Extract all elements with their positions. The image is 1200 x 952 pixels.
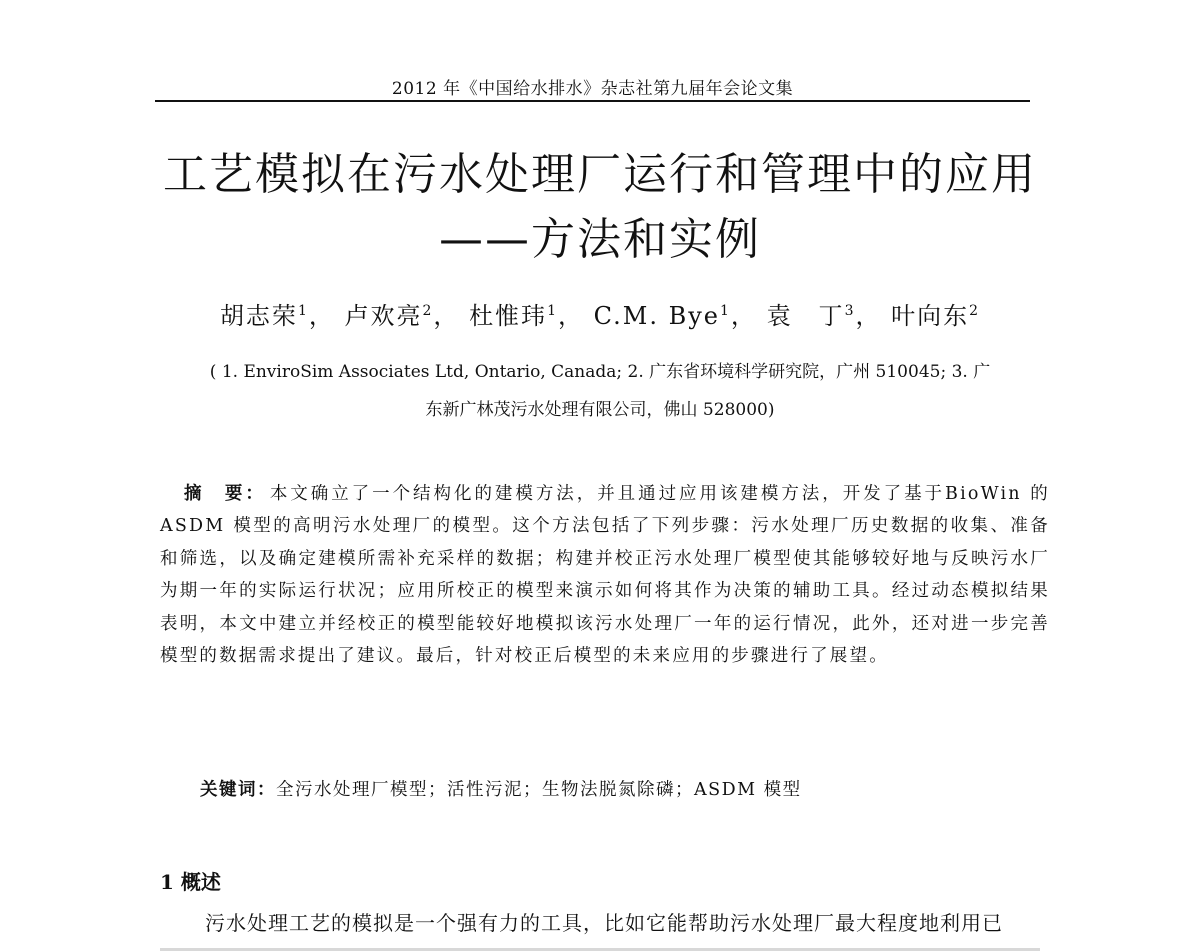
author-name: 杜惟玮 bbox=[469, 302, 548, 330]
abstract bbox=[160, 478, 1050, 672]
affiliation-line1: ( 1. EnviroSim Associates Ltd, Ontario, Canada; 2. 广东省环境科学研究院，广州 510045; 3. 广 bbox=[209, 362, 991, 382]
author-separator: ， bbox=[433, 302, 460, 330]
author-name: C.M. Bye bbox=[593, 302, 720, 330]
author-name: 叶向东 bbox=[891, 302, 970, 330]
abstract-label: 摘 要： bbox=[184, 484, 266, 504]
author-name: 袁 丁 bbox=[766, 302, 845, 330]
author-separator: ， bbox=[855, 302, 882, 330]
author-affiliation-mark: 1 bbox=[297, 303, 309, 319]
author-affiliation-mark: 1 bbox=[720, 303, 731, 319]
section-heading: 1 概述 bbox=[160, 870, 221, 894]
body-paragraph-line: 污水处理工艺的模拟是一个强有力的工具，比如它能帮助污水处理厂最大程度地利用已 bbox=[205, 911, 1003, 935]
author-name: 卢欢亮 bbox=[344, 302, 423, 330]
cut-off-text-line bbox=[160, 942, 1050, 952]
paper-title-line1: 工艺模拟在污水处理厂运行和管理中的应用 bbox=[163, 149, 1037, 200]
abstract-text: 本文确立了一个结构化的建模方法，并且通过应用该建模方法，开发了基于BioWin 的 ASDM 模型的高明污水处理厂的模型。这个方法包括了下列步骤：污水处理厂历史数据的收集、准备和筛选，以及确定建模所需补充采样的数据；构建并校正污水处理厂模型使其能够较好地与反映污水厂为期一年的实际运行状况；应用所校正的模型来演示如何将其作为决策的辅助工具。经过动态模拟结果表明，本文中建立并经校正的模型能较好地模拟该污水处理厂一年的运行情况，此外，还对进一步完善模型的数据需求提出了建议。最后，针对校正后模型的未来应用的步骤进行了展望。 bbox=[160, 484, 1050, 667]
author-affiliation-mark: 2 bbox=[969, 303, 981, 319]
cut-off-text-trace bbox=[160, 948, 1040, 951]
keywords-label: 关键词： bbox=[200, 780, 276, 800]
author-separator: ， bbox=[557, 302, 584, 330]
paper-title-line2: ——方法和实例 bbox=[439, 214, 761, 265]
keywords bbox=[200, 776, 1050, 801]
header-rule bbox=[155, 100, 1030, 102]
author-separator: ， bbox=[308, 302, 335, 330]
author-affiliation-mark: 1 bbox=[547, 303, 558, 319]
author-separator: ， bbox=[730, 302, 757, 330]
author-affiliation-mark: 3 bbox=[844, 303, 856, 319]
keywords-text: 全污水处理厂模型；活性污泥；生物法脱氮除磷；ASDM 模型 bbox=[276, 780, 802, 800]
author-affiliation-mark: 2 bbox=[422, 303, 434, 319]
author-list bbox=[100, 296, 1100, 331]
affiliation-line2: 东新广林茂污水处理有限公司，佛山 528000) bbox=[425, 400, 775, 420]
running-head: 2012 年《中国给水排水》杂志社第九届年会论文集 bbox=[391, 79, 794, 99]
author-name: 胡志荣 bbox=[219, 302, 298, 330]
